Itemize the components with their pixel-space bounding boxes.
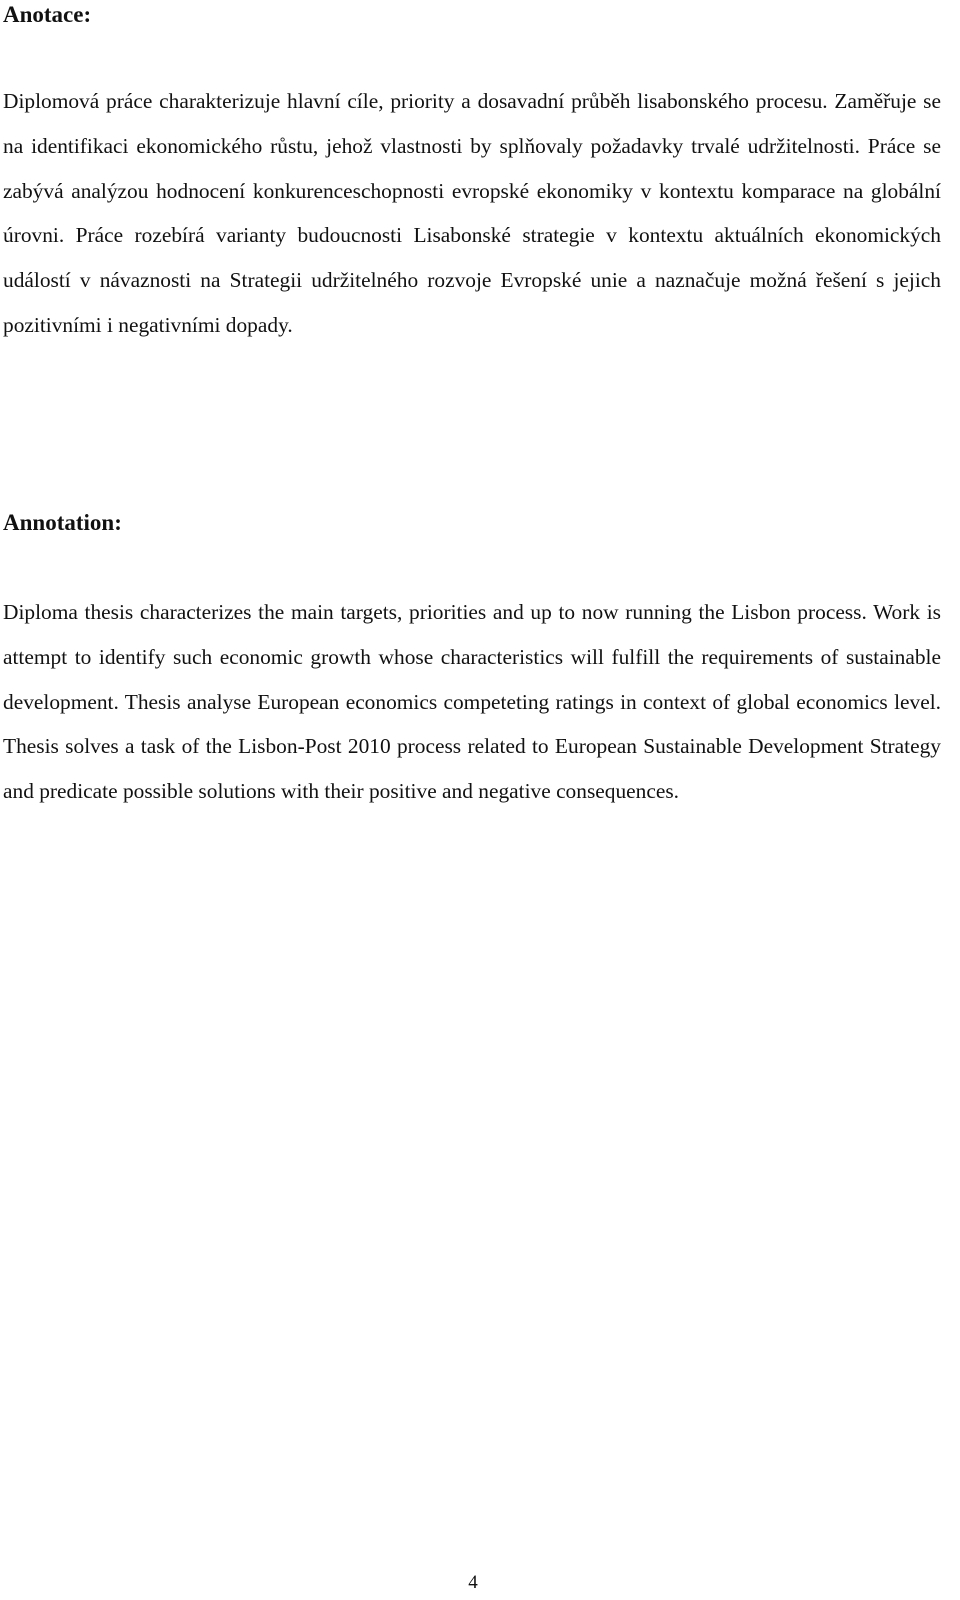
annotation-heading-czech: Anotace: bbox=[3, 2, 92, 27]
annotation-heading-english: Annotation: bbox=[3, 510, 122, 535]
annotation-paragraph-english: Diploma thesis characterizes the main targets, priorities and up to now running the Lisbon process. Work is attempt to identify such economic growth whose characteristics will fulfill the requirements of sustainable development. Thesis analyse European economics competeting ratings in context of global economics level. Thesis solves a task of the Lisbon-Post 2010 process related to European Sustainable Development Strategy and predicate possible solutions with their positive and negative consequences. bbox=[3, 600, 941, 804]
page-number: 4 bbox=[468, 1572, 478, 1593]
annotation-paragraph-czech: Diplomová práce charakterizuje hlavní cíle, priority a dosavadní průběh lisabonského procesu. Zaměřuje se na identifikaci ekonomického růstu, jehož vlastnosti by splňovaly požadavky trvalé udržitelnosti. Práce se zabývá analýzou hodnocení konkurenceschopnosti evropské ekonomiky v kontextu komparace na globální úrovni. Práce rozebírá varianty budoucnosti Lisabonské strategie v kontextu aktuálních ekonomických událostí v návaznosti na Strategii udržitelného rozvoje Evropské unie a naznačuje možná řešení s jejich pozitivními i negativními dopady. bbox=[3, 89, 941, 337]
